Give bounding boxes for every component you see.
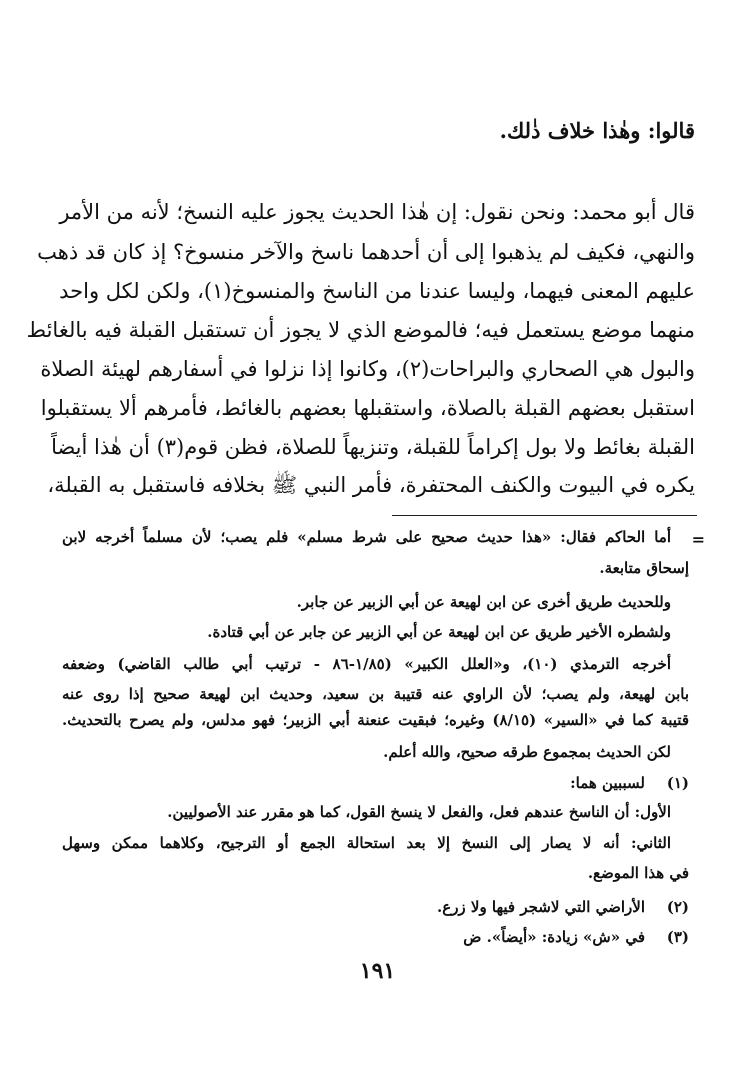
main-text-line-8: يكره في البيوت والكنف المحتفرة، فأمر النبي ﷺ بخلافه فاستقبل به القبلة، xyxy=(47,473,695,497)
footnote-3-number: (٣) xyxy=(666,928,689,946)
continuation-mark: = xyxy=(691,530,705,549)
main-text-line-4: منهما موضع يستعمل فيه؛ فالموضع الذي لا يجوز أن تستقبل القبلة فيه بالغائط xyxy=(26,318,695,342)
note-line-1: أما الحاكم فقال: «هذا حديث صحيح على شرط مسلم» فلم يصب؛ لأن مسلماً أخرجه لابن xyxy=(62,528,671,546)
note-line-3: وللحديث طريق أخرى عن ابن لهيعة عن أبي الزبير عن جابر. xyxy=(296,593,671,611)
footnote-2-number: (٢) xyxy=(666,898,689,916)
note-line-8: لكن الحديث بمجموع طرقه صحيح، والله أعلم. xyxy=(383,743,671,761)
note-line-6: بابن لهيعة، ولم يصب؛ لأن الراوي عنه قتيبة بن سعيد، وحديث ابن لهيعة صحيح إذا روى عنه xyxy=(62,685,689,703)
main-text-line-6: استقبل بعضهم القبلة بالصلاة، واستقبلها بعضهم بالغائط، فأمرهم ألا يستقبلوا xyxy=(40,396,695,420)
footnote-1-number: (١) xyxy=(666,774,689,792)
intro-line: قالوا: وهٰذا خلاف ذٰلك. xyxy=(499,118,695,143)
footnote-3-text: في «ش» زيادة: «أيضاً». ض xyxy=(463,928,645,946)
main-text-line-2: والنهي، فكيف لم يذهبوا إلى أن أحدهما ناسخ والآخر منسوخ؟ إذ كان قد ذهب xyxy=(37,240,695,264)
footnote-1-second-cont: في هذا الموضع. xyxy=(587,864,689,882)
footnote-separator xyxy=(392,515,697,516)
note-line-2: إسحاق متابعة. xyxy=(599,559,689,577)
main-text-line-5: والبول هي الصحاري والبراحات(٢)، وكانوا إذا نزلوا في أسفارهم لهيئة الصلاة xyxy=(40,357,695,381)
footnote-2-text: الأراضي التي لاشجر فيها ولا زرع. xyxy=(437,898,645,916)
page-number: ١٩١ xyxy=(359,958,396,984)
footnote-1-first: الأول: أن الناسخ عندهم فعل، والفعل لا ينسخ القول، كما هو مقرر عند الأصوليين. xyxy=(167,803,671,821)
note-line-7: قتيبة كما في «السير» (٨/١٥) وغيره؛ فبقيت عنعنة أبي الزبير؛ فهو مدلس، ولم يصرح بالتحديث. xyxy=(62,711,689,729)
note-line-5: أخرجه الترمذي (١٠)، و«العلل الكبير» (١/٨٥-٨٦ - ترتيب أبي طالب القاضي) وضعفه xyxy=(62,655,671,673)
main-text-line-7: القبلة بغائط ولا بول إكراماً للقبلة، وتنزيهاً للصلاة، فظن قوم(٣) أن هٰذا أيضاً xyxy=(51,435,695,459)
main-text-line-3: عليهم المعنى فيهما، وليسا عندنا من الناسخ والمنسوخ(١)، ولكن لكل واحد xyxy=(59,279,695,303)
footnote-1-second: الثاني: أنه لا يصار إلى النسخ إلا بعد استحالة الجمع أو الترجيح، وكلاهما ممكن وسهل xyxy=(62,834,671,852)
note-line-4: ولشطره الأخير طريق عن ابن لهيعة عن أبي الزبير عن جابر عن أبي قتادة. xyxy=(207,623,671,641)
footnote-1-title: لسببين هما: xyxy=(570,774,645,792)
main-text-line-1: قال أبو محمد: ونحن نقول: إن هٰذا الحديث يجوز عليه النسخ؛ لأنه من الأمر xyxy=(59,200,695,224)
